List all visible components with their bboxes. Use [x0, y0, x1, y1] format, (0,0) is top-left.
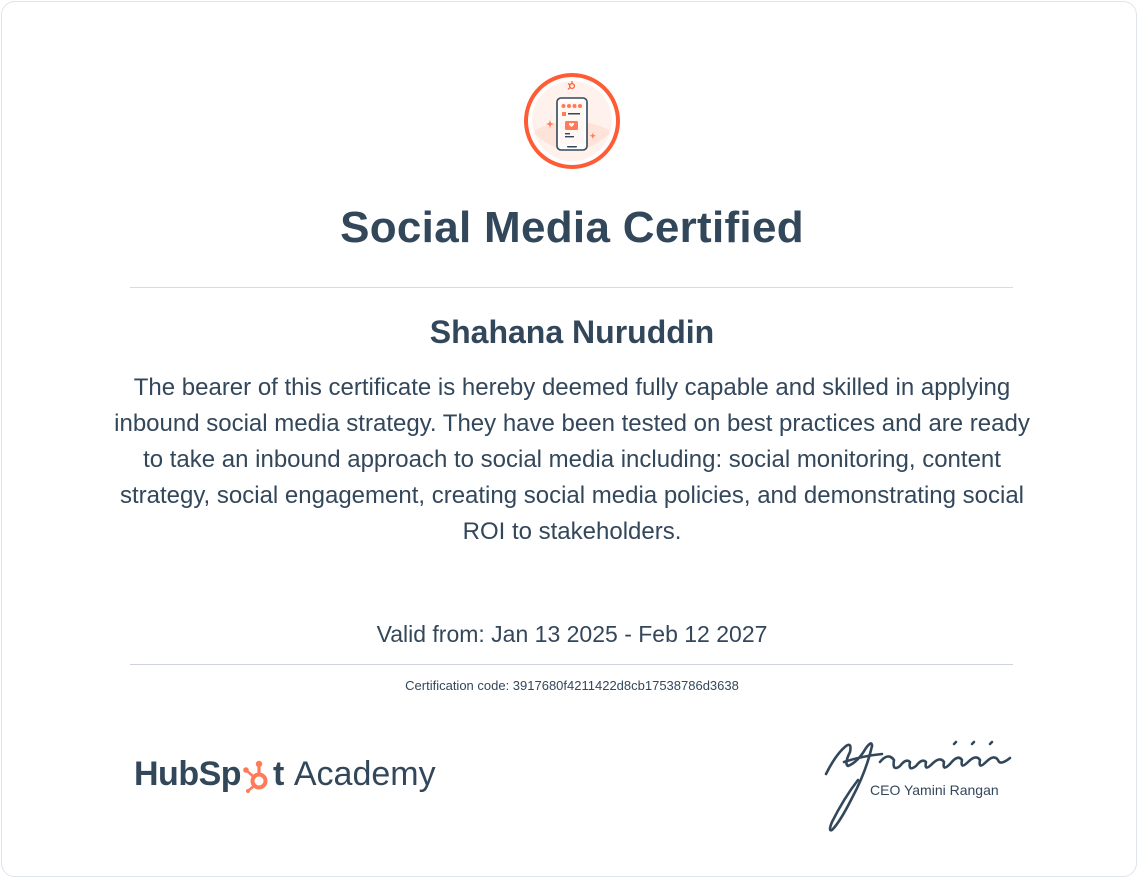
footer-divider — [130, 664, 1013, 665]
logo-t-text: t — [273, 755, 284, 793]
recipient-name: Shahana Nuruddin — [429, 314, 715, 350]
logo-hub-text: HubSp — [134, 755, 242, 793]
certificate-description: The bearer of this certificate is hereby deemed fully capable and skilled in applying inbound social media strategy. They have been tested on best practices and are ready to take an inbound approach to social media including: social monitoring, content strategy, social engagement, creating social media policies, and demonstrating social ROI to stakeholders. — [114, 374, 1030, 545]
title-divider — [130, 287, 1013, 288]
signer-title: CEO Yamini Rangan — [870, 782, 999, 798]
certificate-title: Social Media Certified — [340, 203, 804, 252]
hubspot-sprocket-icon — [242, 759, 272, 793]
certificate-card — [1, 1, 1137, 877]
validity-period: Valid from: Jan 13 2025 - Feb 12 2027 — [376, 621, 768, 647]
logo-academy-text: Academy — [293, 755, 436, 793]
certification-code: Certification code: 3917680f4211422d8cb17538786d3638 — [405, 678, 739, 693]
hubspot-academy-logo — [134, 750, 436, 798]
social-media-badge-icon — [523, 72, 621, 170]
